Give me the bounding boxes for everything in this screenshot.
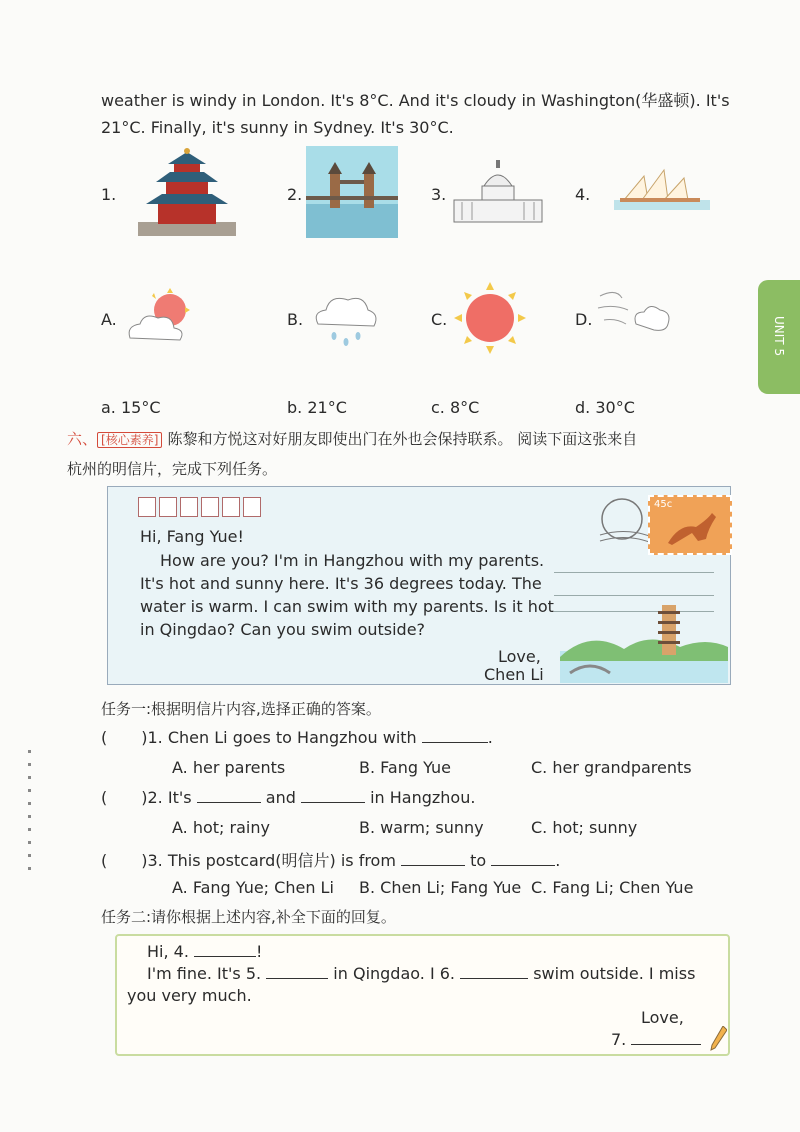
postcard [107, 486, 731, 685]
reply-miss: you very much. [127, 986, 252, 1005]
sydney-opera-house-icon [614, 166, 710, 212]
q3-option-c[interactable]: C. Fang Li; Chen Yue [531, 878, 694, 897]
q2-option-a[interactable]: A. hot; rainy [172, 818, 270, 837]
tower-bridge-icon [306, 146, 398, 238]
q3-bracket: ( [101, 851, 108, 870]
postmark-icon [598, 495, 654, 545]
weather-label-b: B. [287, 310, 304, 329]
q2-text-pre: It's [167, 788, 192, 807]
q2-bracket-close: ) [141, 788, 148, 807]
q1-bracket: ( [101, 728, 108, 747]
q1-option-b[interactable]: B. Fang Yue [359, 758, 451, 777]
section-number: 六、 [67, 430, 98, 448]
capitol-building-icon [452, 160, 544, 226]
reply-hi: Hi, 4. [147, 942, 189, 961]
temple-of-heaven-icon [132, 148, 242, 240]
weather-label-d: D. [575, 310, 593, 329]
postcode-boxes [138, 497, 264, 521]
postcard-signature: Chen Li [484, 665, 544, 684]
unit-side-tab [758, 280, 800, 394]
place-label-2: 2. [287, 185, 303, 204]
postcard-body-3: water is warm. I can swim with my parents. Is it hot [140, 597, 554, 616]
q2-option-b[interactable]: B. warm; sunny [359, 818, 484, 837]
reply-excl: ! [256, 942, 263, 961]
q2-text-post: in Hangzhou. [370, 788, 476, 807]
reply-blank-6[interactable] [460, 964, 528, 979]
q2-number: 2. [147, 788, 163, 807]
reply-in-qingdao: in Qingdao. I 6. [333, 964, 456, 983]
kangaroo-icon [662, 509, 722, 549]
temp-d: d. 30°C [575, 398, 635, 417]
q1-blank[interactable] [422, 728, 488, 743]
intro-line-2: 21°C. Finally, it's sunny in Sydney. It's 30°C. [101, 118, 454, 137]
reply-swim: swim outside. I miss [533, 964, 696, 983]
temp-c: c. 8°C [431, 398, 480, 417]
q3-blank-2[interactable] [491, 851, 555, 866]
reply-fine: I'm fine. It's 5. [147, 964, 262, 983]
wind-icon [596, 284, 672, 344]
place-label-4: 4. [575, 185, 591, 204]
q1-bracket-close: ) [141, 728, 148, 747]
postcard-body-4: in Qingdao? Can you swim outside? [140, 620, 426, 639]
partly-cloudy-icon [124, 288, 196, 348]
place-label-3: 3. [431, 185, 447, 204]
stamp [648, 495, 732, 555]
place-label-1: 1. [101, 185, 117, 204]
reply-blank-7[interactable] [631, 1030, 701, 1045]
q3-bracket-close: ) [141, 851, 148, 870]
postcard-closing: Love, [498, 647, 541, 666]
task-one-title: 任务一:根据明信片内容,选择正确的答案。 [101, 700, 381, 718]
rain-cloud-icon [312, 288, 382, 350]
section-six-line-2: 杭州的明信片，完成下列任务。 [67, 460, 278, 478]
task-two-title: 任务二:请你根据上述内容,补全下面的回复。 [101, 908, 396, 926]
section-six-header [67, 428, 637, 449]
section-six-line-1: 陈黎和方悦这对好朋友即使出门在外也会保持联系。 阅读下面这张来自 [167, 430, 638, 448]
q1-number: 1. [147, 728, 163, 747]
west-lake-pagoda-illustration [560, 601, 728, 683]
postcard-greeting: Hi, Fang Yue! [140, 527, 244, 546]
postcard-body-1: How are you? I'm in Hangzhou with my parents. [160, 551, 545, 570]
q1-text: Chen Li goes to Hangzhou with [167, 728, 417, 747]
reply-line-1 [147, 942, 262, 961]
q1-end: . [487, 728, 493, 747]
temp-a: a. 15°C [101, 398, 161, 417]
weather-label-c: C. [431, 310, 448, 329]
pencil-icon [709, 1026, 727, 1052]
reply-box [115, 934, 730, 1056]
q2-option-c[interactable]: C. hot; sunny [531, 818, 638, 837]
reply-blank-5[interactable] [266, 964, 328, 979]
weather-label-a: A. [101, 310, 117, 329]
q3-end: . [555, 851, 561, 870]
core-literacy-tag: [核心素养] [97, 432, 162, 448]
stamp-value: 45c [654, 499, 673, 510]
q3-blank-1[interactable] [401, 851, 465, 866]
q2-bracket: ( [101, 788, 108, 807]
intro-line-1: weather is windy in London. It's 8°C. And it's cloudy in Washington(华盛顿). It's [101, 91, 730, 110]
q2-blank-2[interactable] [301, 788, 365, 803]
q2-blank-1[interactable] [197, 788, 261, 803]
unit-side-tab-label: UNIT 5 [772, 316, 786, 357]
binding-dots [28, 750, 31, 870]
q1-option-c[interactable]: C. her grandparents [531, 758, 692, 777]
q2-text-mid: and [265, 788, 296, 807]
q3-option-b[interactable]: B. Chen Li; Fang Yue [359, 878, 522, 897]
reply-seven: 7. [611, 1030, 627, 1049]
q3-text-pre: This postcard(明信片) is from [167, 851, 396, 870]
question-2 [101, 788, 475, 807]
q3-option-a[interactable]: A. Fang Yue; Chen Li [172, 878, 334, 897]
reply-blank-4[interactable] [194, 942, 256, 957]
q1-option-a[interactable]: A. her parents [172, 758, 286, 777]
q3-number: 3. [147, 851, 163, 870]
reply-line-7 [611, 1030, 701, 1049]
postcard-body-2: It's hot and sunny here. It's 36 degrees today. The [140, 574, 542, 593]
sun-icon [452, 280, 528, 356]
reply-line-2 [147, 964, 695, 983]
temp-b: b. 21°C [287, 398, 347, 417]
question-3 [101, 848, 560, 871]
reply-love: Love, [641, 1008, 684, 1027]
question-1 [101, 728, 493, 747]
q3-text-mid: to [470, 851, 487, 870]
